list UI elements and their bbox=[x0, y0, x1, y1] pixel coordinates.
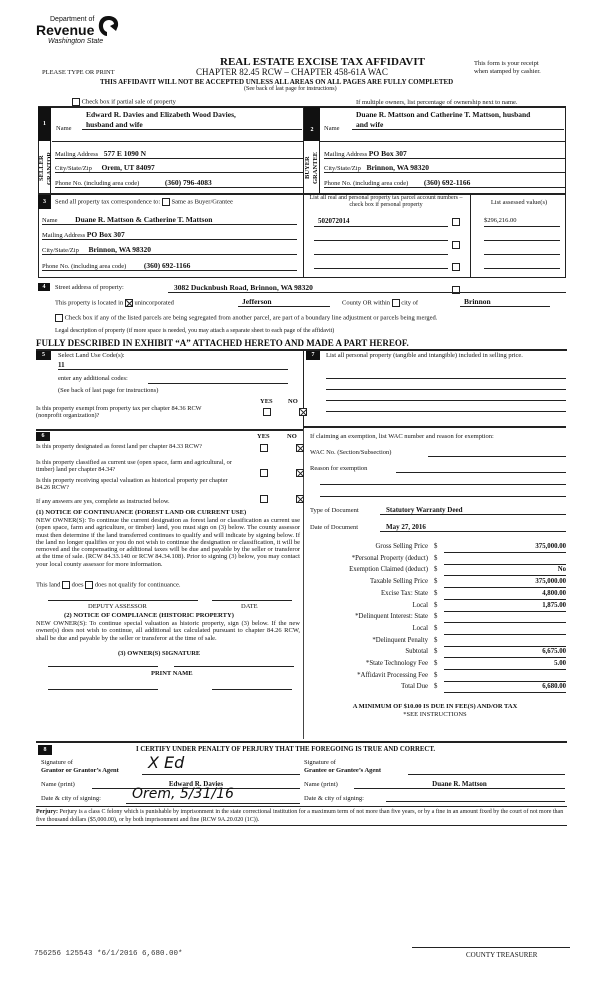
grantee-date-field[interactable] bbox=[386, 794, 565, 802]
amount-label: *Personal Property (deduct) bbox=[351, 554, 428, 562]
grantee-signature-field[interactable] bbox=[408, 765, 565, 775]
reason-field-3[interactable] bbox=[320, 491, 566, 497]
multiple-owners-note: If multiple owners, list percentage of ownership next to name. bbox=[356, 99, 518, 106]
owner-signature-line-2[interactable] bbox=[174, 659, 294, 667]
section-4-number: 4 bbox=[38, 283, 50, 291]
amount-label: Excise Tax: State bbox=[381, 589, 428, 597]
grantor-name-label: Name (print) bbox=[41, 781, 75, 788]
same-as-buyer-label: Same as Buyer/Grantee bbox=[171, 198, 233, 206]
if-yes-note: If any answers are yes, complete as instructed below. bbox=[36, 498, 170, 505]
date-label: DATE bbox=[241, 603, 258, 610]
city-value[interactable]: Brinnon bbox=[460, 297, 550, 307]
amount-value[interactable] bbox=[444, 637, 566, 647]
amount-value[interactable] bbox=[444, 625, 566, 635]
partial-sale-label: Check box if partial sale of property bbox=[81, 98, 176, 106]
logo-state: Washington State bbox=[48, 38, 104, 45]
amount-label: Subtotal bbox=[405, 648, 428, 656]
grantor-label: GRANTOR bbox=[46, 151, 53, 185]
correspondence-phone-label: Phone No. (including area code) bbox=[42, 263, 127, 270]
grantee-label: GRANTEE bbox=[312, 151, 319, 185]
buyer-mailing-field[interactable] bbox=[324, 149, 566, 159]
amount-value[interactable] bbox=[444, 672, 566, 682]
certify-statement: I CERTIFY UNDER PENALTY OF PERJURY THAT THE FOREGOING IS TRUE AND CORRECT. bbox=[136, 746, 436, 753]
seller-mailing-label: Mailing Address bbox=[55, 151, 99, 158]
correspondence-mailing-label: Mailing Address bbox=[42, 232, 86, 239]
segregated-option[interactable] bbox=[55, 314, 437, 322]
buyer-phone-value: (360) 692-1166 bbox=[423, 178, 471, 187]
divider bbox=[320, 141, 566, 142]
correspondence-name-value: Duane R. Mattson & Catherine T. Mattson bbox=[75, 215, 213, 224]
seller-mailing-value: 577 E 1090 N bbox=[103, 149, 147, 158]
owner-signature-line[interactable] bbox=[48, 659, 158, 667]
reason-field-2[interactable] bbox=[320, 479, 566, 485]
correspondence-city-label: City/State/Zip bbox=[42, 247, 79, 254]
perjury-notice bbox=[36, 809, 567, 826]
personal-property-line-2[interactable] bbox=[326, 384, 566, 390]
grantor-signature: X Ed bbox=[148, 753, 185, 772]
buyer-phone-label: Phone No. (including area code) bbox=[324, 180, 409, 187]
grantee-sig-label-1: Signature of bbox=[304, 759, 336, 766]
currency-symbol: $ bbox=[434, 578, 438, 586]
exempt-question: Is this property exempt from property tax per chapter 84.36 RCW (nonprofit organization)? bbox=[36, 405, 202, 419]
buyer-section bbox=[304, 107, 566, 193]
perjury-label: Perjury: bbox=[36, 809, 58, 815]
acceptance-warning: THIS AFFIDAVIT WILL NOT BE ACCEPTED UNLESS ALL AREAS ON ALL PAGES ARE FULLY COMPLETED bbox=[100, 78, 454, 86]
section-6 bbox=[36, 431, 303, 741]
seller-phone-label: Phone No. (including area code) bbox=[55, 180, 140, 187]
instructions-note: (See back of last page for instructions) bbox=[244, 86, 337, 92]
seller-phone-value: (360) 796-4083 bbox=[164, 178, 212, 187]
seller-side-label bbox=[38, 143, 52, 193]
s6-yes-checkbox[interactable] bbox=[260, 495, 268, 503]
buyer-city-label: City/State/Zip bbox=[324, 165, 361, 172]
legal-description-value: FULLY DESCRIBED IN EXHIBIT “A” ATTACHED HERETO AND MADE A PART HEREOF. bbox=[36, 338, 409, 348]
land-use-section bbox=[36, 351, 303, 429]
parcel-number[interactable] bbox=[314, 259, 448, 269]
currency-symbol: $ bbox=[434, 671, 438, 679]
within-city-checkbox[interactable] bbox=[392, 299, 400, 307]
exemption-label: If claiming an exemption, list WAC number and reason for exemption: bbox=[310, 433, 494, 440]
s6-question-text: Is this property classified as current use (open space, farm and agricultural, or timber) land per chapter 84.34? bbox=[36, 459, 232, 473]
amount-label: Total Due bbox=[401, 683, 428, 691]
street-address-label: Street address of property: bbox=[55, 284, 124, 291]
exempt-yes-checkbox[interactable] bbox=[263, 408, 271, 416]
correspondence-name-label: Name bbox=[42, 217, 58, 224]
dor-logo bbox=[36, 14, 136, 54]
owner-signature-label: (3) OWNER(S) SIGNATURE bbox=[118, 650, 201, 657]
assessed-value-header: List assessed value(s) bbox=[490, 199, 548, 206]
divider bbox=[36, 806, 567, 807]
partial-sale-option[interactable] bbox=[72, 98, 176, 106]
reason-label: Reason for exemption bbox=[310, 465, 368, 472]
same-as-buyer-checkbox[interactable] bbox=[162, 198, 170, 206]
deputy-assessor-label: DEPUTY ASSESSOR bbox=[88, 603, 147, 610]
section-8-number: 8 bbox=[38, 745, 52, 755]
unincorporated-checkbox[interactable] bbox=[125, 299, 133, 307]
seller-name-label: Name bbox=[56, 125, 72, 132]
parcel-number[interactable] bbox=[314, 231, 448, 241]
receipt-note-2: when stamped by cashier. bbox=[474, 68, 541, 75]
county-value[interactable]: Jefferson bbox=[238, 297, 330, 307]
amount-value[interactable]: 4,800.00 bbox=[444, 590, 566, 600]
additional-codes-label: enter any additional codes: bbox=[58, 375, 128, 382]
seller-city-label: City/State/Zip bbox=[55, 165, 92, 172]
section-6-number: 6 bbox=[36, 432, 50, 441]
does-not-qualify-checkbox[interactable] bbox=[85, 581, 93, 589]
parcel-number[interactable]: 502072014 bbox=[314, 217, 448, 227]
personal-property-checkbox[interactable] bbox=[452, 263, 460, 271]
divider bbox=[36, 741, 567, 743]
does-qualify-checkbox[interactable] bbox=[62, 581, 70, 589]
this-land-label: This land bbox=[36, 581, 61, 589]
receipt-note-1: This form is your receipt bbox=[474, 60, 539, 67]
seller-mailing-field[interactable] bbox=[55, 149, 303, 159]
wac-label: WAC No. (Section/Subsection) bbox=[310, 449, 392, 456]
minimum-due-note: A MINIMUM OF $10.00 IS DUE IN FEE(S) AND/OR TAX bbox=[352, 703, 518, 710]
buyer-city-value: Brinnon, WA 98320 bbox=[366, 163, 430, 172]
amount-label: Exemption Claimed (deduct) bbox=[349, 566, 428, 574]
s6-no-header: NO bbox=[287, 433, 297, 440]
parcel-section bbox=[304, 195, 566, 278]
parcel-number[interactable] bbox=[314, 245, 448, 255]
cashier-stamp: 756256 125543 *6/1/2016 6,680.00* bbox=[34, 950, 183, 958]
buyer-mailing-label: Mailing Address bbox=[324, 151, 368, 158]
print-name-label: PRINT NAME bbox=[151, 670, 193, 677]
amount-label: *State Technology Fee bbox=[365, 660, 428, 667]
amount-value[interactable]: 5.00 bbox=[444, 660, 566, 670]
correspondence-mailing-value: PO Box 307 bbox=[86, 230, 125, 239]
wac-field[interactable] bbox=[428, 449, 566, 457]
parcel-divider bbox=[470, 193, 471, 278]
city-within-row bbox=[342, 299, 418, 307]
assessed-value[interactable]: $296,216.00 bbox=[484, 217, 560, 227]
seller-name-line1: Edward R. Davies and Elizabeth Wood Davies, bbox=[86, 110, 236, 119]
county-or-label: County OR within bbox=[342, 299, 391, 307]
print-name-line[interactable] bbox=[48, 684, 158, 690]
s6-yes-header: YES bbox=[257, 433, 270, 440]
logo-dept-of: Department of bbox=[50, 16, 95, 23]
seller-city-field[interactable] bbox=[55, 163, 303, 173]
doc-type-value[interactable]: Statutory Warranty Deed bbox=[380, 506, 566, 515]
parcel-header: List all real and personal property tax parcel account numbers – check box if personal property bbox=[309, 195, 463, 208]
personal-property-checkbox[interactable] bbox=[452, 218, 460, 226]
correspondence-phone-field[interactable] bbox=[42, 261, 297, 271]
deputy-assessor-signature-line[interactable] bbox=[48, 593, 198, 601]
divider bbox=[304, 426, 566, 428]
s6-yes-checkbox[interactable] bbox=[260, 469, 268, 477]
notice-1-body: NEW OWNER(S): To continue the current designation as forest land or classification as current use (open space, farm and agriculture, or timber) land, you must sign on (3) below. The county assessor must then determine if the land transferred continues to qualify and will indicate by signing below. If the land no longer qualifies or you do not wish to continue the designation or classification, it will be removed and the compensating or additional taxes will be due and payable by the seller or transferor at the time of sale. (RCW 84.33.140 or RCW 84.34.108). Prior to signing (3) below, you may contact your local county assessor for more information. bbox=[36, 517, 300, 568]
buyer-mailing-value: PO Box 307 bbox=[368, 149, 407, 158]
please-type-note: PLEASE TYPE OR PRINT bbox=[42, 69, 115, 76]
city-of-label: city of bbox=[401, 299, 419, 307]
buyer-name-label: Name bbox=[324, 125, 340, 132]
currency-symbol: $ bbox=[434, 543, 438, 550]
land-use-see-back: (See back of last page for instructions) bbox=[58, 387, 159, 394]
currency-symbol: $ bbox=[434, 660, 438, 667]
section-8 bbox=[36, 745, 567, 830]
doc-date-label: Date of Document bbox=[310, 524, 359, 531]
section-5-number: 5 bbox=[36, 351, 51, 360]
grantor-sig-label-1: Signature of bbox=[41, 759, 73, 766]
section-7 bbox=[304, 351, 566, 739]
currency-symbol: $ bbox=[434, 589, 438, 597]
land-use-code[interactable]: 11 bbox=[58, 361, 288, 370]
personal-property-line-3[interactable] bbox=[326, 395, 566, 401]
amount-value[interactable] bbox=[444, 555, 566, 565]
print-name-line-2[interactable] bbox=[212, 684, 292, 690]
seller-label: SELLER bbox=[38, 155, 45, 181]
personal-property-checkbox[interactable] bbox=[452, 241, 460, 249]
notice-1-title: (1) NOTICE OF CONTINUANCE (FOREST LAND OR CURRENT USE) bbox=[36, 509, 247, 516]
logo-revenue: Revenue bbox=[36, 22, 95, 38]
located-label: This property is located in bbox=[55, 299, 124, 307]
currency-symbol: $ bbox=[434, 683, 438, 691]
segregated-label: Check box if any of the listed parcels are being segregated from another parcel, are part of a boundary line adjustment or parcels being merged. bbox=[64, 314, 438, 322]
correspondence-label bbox=[55, 198, 233, 206]
amount-label: *Delinquent Interest: State bbox=[355, 613, 428, 621]
grantor-date-label: Date & city of signing: bbox=[41, 795, 101, 802]
amount-label: Local bbox=[412, 601, 428, 609]
s6-no-checkbox[interactable] bbox=[296, 444, 304, 452]
street-address-value[interactable]: 3082 Ducknbush Road, Brinnon, WA 98320 bbox=[168, 283, 566, 293]
grantee-name-label: Name (print) bbox=[304, 781, 338, 788]
tax-correspondence-section bbox=[38, 195, 303, 278]
doc-date-value[interactable]: May 27, 2016 bbox=[380, 523, 566, 532]
currency-symbol: $ bbox=[434, 613, 438, 621]
currency-symbol: $ bbox=[434, 636, 438, 644]
notice-2-title: (2) NOTICE OF COMPLIANCE (HISTORIC PROPERTY) bbox=[64, 612, 234, 619]
s6-question-text: Is this property designated as forest land per chapter 84.33 RCW? bbox=[36, 443, 202, 450]
currency-symbol: $ bbox=[434, 624, 438, 632]
amount-value[interactable]: 6,680.00 bbox=[444, 683, 566, 693]
see-instructions-note: *SEE INSTRUCTIONS bbox=[403, 711, 467, 718]
seller-section bbox=[38, 107, 303, 193]
correspondence-mailing-field[interactable] bbox=[42, 230, 297, 240]
correspondence-phone-value: (360) 692-1166 bbox=[143, 261, 191, 270]
segregated-checkbox[interactable] bbox=[55, 314, 63, 322]
reason-field[interactable] bbox=[396, 465, 566, 473]
grantor-name-value[interactable]: Edward R. Davies bbox=[92, 780, 300, 789]
amount-value[interactable] bbox=[444, 613, 566, 623]
currency-symbol: $ bbox=[434, 554, 438, 562]
unincorporated-label: unincorporated bbox=[134, 299, 174, 307]
county-treasurer-label: COUNTY TREASURER bbox=[466, 951, 538, 959]
personal-property-line-1[interactable] bbox=[326, 373, 566, 379]
correspondence-name-field[interactable] bbox=[42, 215, 297, 225]
amount-value[interactable]: 6,675.00 bbox=[444, 648, 566, 658]
additional-codes-field[interactable] bbox=[148, 375, 288, 384]
property-section bbox=[38, 283, 566, 343]
s6-no-checkbox[interactable] bbox=[296, 495, 304, 503]
grantee-sig-label-2: Grantee or Grantee’s Agent bbox=[304, 767, 382, 774]
section-7-number: 7 bbox=[306, 351, 320, 360]
divider bbox=[52, 141, 303, 142]
land-use-label: Select Land Use Code(s): bbox=[58, 352, 125, 359]
assessed-value[interactable] bbox=[484, 259, 560, 269]
county-treasurer-signature-line[interactable] bbox=[412, 944, 570, 948]
continuance-row bbox=[36, 581, 181, 589]
partial-sale-checkbox[interactable] bbox=[72, 98, 80, 106]
currency-symbol: $ bbox=[434, 566, 438, 574]
doc-type-label: Type of Document bbox=[310, 507, 359, 514]
s6-question-text: Is this property receiving special valuation as historical property per chapter 84.26 RCW? bbox=[36, 477, 228, 491]
s6-yes-checkbox[interactable] bbox=[260, 444, 268, 452]
seller-city-value: Orem, UT 84097 bbox=[101, 163, 155, 172]
chapter-reference: CHAPTER 82.45 RCW – CHAPTER 458-61A WAC bbox=[196, 67, 388, 77]
correspondence-city-field[interactable] bbox=[42, 245, 297, 255]
buyer-side-label bbox=[304, 143, 320, 193]
does-not-label: does not qualify for continuance. bbox=[94, 581, 181, 589]
dor-logo-icon bbox=[96, 14, 120, 38]
buyer-city-field[interactable] bbox=[324, 163, 566, 173]
buyer-phone-field[interactable] bbox=[324, 178, 566, 188]
amount-label: *Affidavit Processing Fee bbox=[357, 671, 428, 679]
legal-description-label: Legal description of property (if more space is needed, you may attach a separate sheet to each page of the affidavit) bbox=[55, 328, 335, 334]
does-label: does bbox=[71, 581, 84, 589]
buyer-name-line1: Duane R. Mattson and Catherine T. Mattson, husband bbox=[356, 110, 531, 119]
assessed-value[interactable] bbox=[484, 245, 560, 255]
assessor-date-line[interactable] bbox=[212, 593, 292, 601]
section-2-number: 2 bbox=[304, 107, 320, 141]
buyer-label: BUYER bbox=[304, 156, 311, 180]
s6-no-checkbox[interactable] bbox=[296, 469, 304, 477]
grantee-date-label: Date & city of signing: bbox=[304, 795, 364, 802]
section-3-number: 3 bbox=[38, 195, 51, 209]
perjury-text: Perjury is a class C felony which is punishable by imprisonment in the state correctional institution for a maximum term of not more than five years, or by a fine in an amount fixed by the court of not more than five thousand dollars ($5,000.00), or by both imprisonment and fine (RCW 9A.20.020 (1C)). bbox=[36, 809, 564, 823]
grantor-sig-label-2: Grantor or Grantor’s Agent bbox=[41, 767, 119, 774]
section-1-number: 1 bbox=[38, 107, 51, 141]
currency-symbol: $ bbox=[434, 648, 438, 656]
correspondence-text: Send all property tax correspondence to: bbox=[55, 198, 161, 206]
grantor-date-value: Orem, 5/31/16 bbox=[132, 786, 234, 802]
personal-property-label: List all personal property (tangible and intangible) included in selling price. bbox=[326, 352, 523, 359]
buyer-name-line2: and wife bbox=[352, 120, 564, 130]
amount-value[interactable]: 375,000.00 bbox=[444, 543, 566, 553]
amount-label: *Delinquent Penalty bbox=[372, 636, 428, 644]
grantee-name-value[interactable]: Duane R. Mattson bbox=[354, 780, 565, 789]
no-header: NO bbox=[288, 398, 298, 405]
amount-value[interactable]: No bbox=[444, 566, 566, 576]
amount-label: Taxable Selling Price bbox=[369, 578, 428, 586]
notice-2-body: NEW OWNER(S): To continue special valuation as historic property, sign (3) below. If the new owner(s) does not wish to continue, all additional tax calculated pursuant to chapter 84.26 RCW, shall be due and payable by the seller or transferor at the time of sale. bbox=[36, 620, 300, 642]
amount-value[interactable]: 375,000.00 bbox=[444, 578, 566, 588]
assessed-value[interactable] bbox=[484, 231, 560, 241]
currency-symbol: $ bbox=[434, 601, 438, 609]
yes-header: YES bbox=[260, 398, 273, 405]
amount-label: Local bbox=[412, 624, 428, 632]
correspondence-city-value: Brinnon, WA 98320 bbox=[88, 245, 152, 254]
personal-property-line-4[interactable] bbox=[326, 406, 566, 412]
seller-phone-field[interactable] bbox=[55, 178, 303, 188]
seller-name-line2: husband and wife bbox=[82, 120, 302, 130]
amount-label: Gross Selling Price bbox=[375, 543, 428, 550]
amount-value[interactable]: 1,875.00 bbox=[444, 602, 566, 612]
form-title: REAL ESTATE EXCISE TAX AFFIDAVIT bbox=[220, 56, 425, 68]
